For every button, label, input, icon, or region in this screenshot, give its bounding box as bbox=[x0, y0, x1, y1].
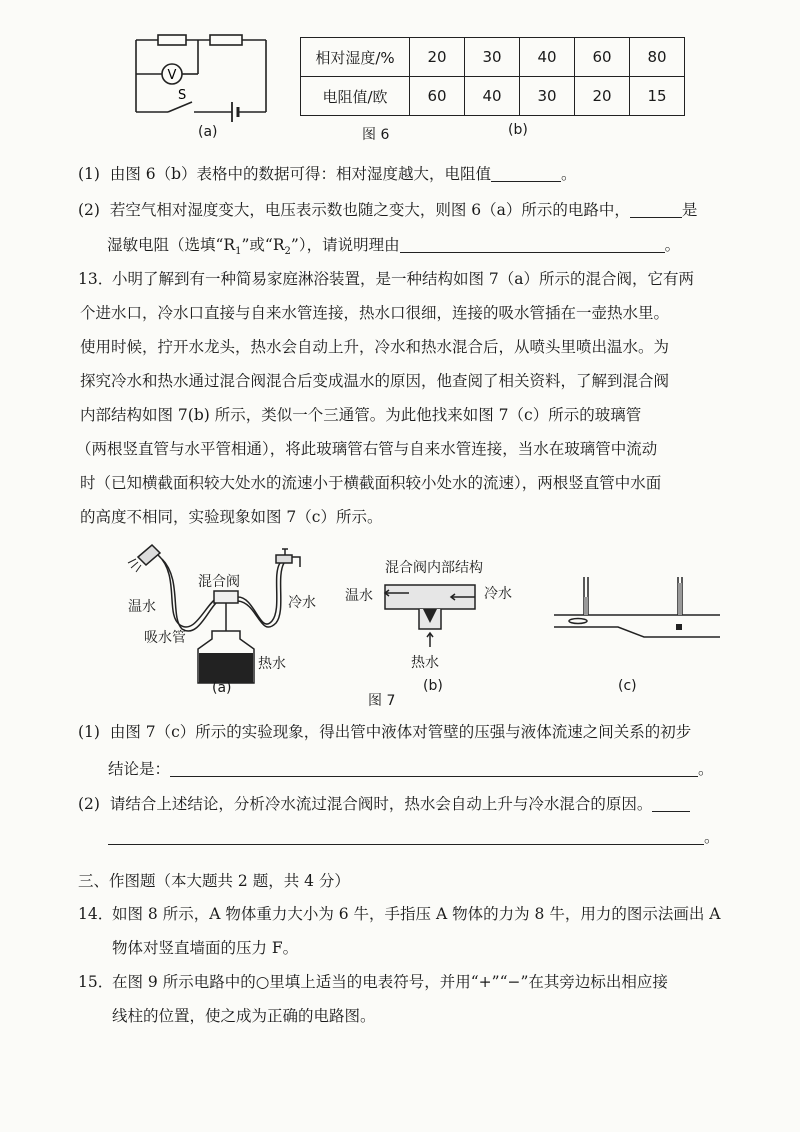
q15-line1: 在图 9 所示电路中的○里填上适当的电表符号，并用“+”“−”在其旁边标出相应接 bbox=[112, 973, 668, 991]
q15-line2: 线柱的位置，使之成为正确的电路图。 bbox=[112, 1007, 376, 1025]
q12-sub2-line2-b: ”或“R bbox=[241, 236, 285, 254]
q13-line: 使用时候，拧开水龙头，热水会自动上升，冷水和热水混合后，从喷头里喷出温水。为 bbox=[80, 338, 670, 356]
punct: 。 bbox=[698, 760, 714, 778]
section-3-heading: 三、作图题（本大题共 2 题，共 4 分） bbox=[78, 872, 350, 890]
humidity-resistance-table bbox=[300, 37, 685, 116]
fig7a-caption: (a) bbox=[212, 680, 232, 696]
q13-num: 13． bbox=[78, 270, 114, 288]
answer-blank[interactable] bbox=[652, 795, 690, 812]
table-cell: 30 bbox=[465, 38, 520, 77]
resistor-r2 bbox=[210, 35, 242, 45]
answer-blank[interactable] bbox=[108, 828, 704, 845]
fig7a-label-cold: 冷水 bbox=[288, 595, 316, 611]
punct: 。 bbox=[704, 828, 720, 846]
q13-sub1-line1 bbox=[78, 725, 691, 741]
q13-line: 的高度不相同，实验现象如图 7（c）所示。 bbox=[80, 508, 383, 526]
q13-sub2-num: (2) bbox=[78, 795, 100, 813]
figure-7c-glass-tube bbox=[548, 575, 728, 645]
q12-sub1-text: 由图 6（b）表格中的数据可得：相对湿度越大，电阻值 bbox=[109, 165, 492, 183]
table-cell: 30 bbox=[520, 77, 575, 116]
q13-sub2-line1 bbox=[78, 795, 690, 813]
switch-label: S bbox=[178, 88, 187, 103]
q13-sub1-prompt: 结论是： bbox=[108, 760, 171, 778]
subscript: 1 bbox=[235, 246, 242, 258]
q13-line: 小明了解到有一种简易家庭淋浴装置，是一种结构如图 7（a）所示的混合阀，它有两 bbox=[112, 270, 695, 288]
fig7b-title: 混合阀内部结构 bbox=[385, 560, 483, 576]
fig6a-caption: (a) bbox=[198, 124, 218, 140]
figure-7b-valve-structure bbox=[375, 575, 485, 650]
q12-sub2-text-b: 是 bbox=[681, 201, 698, 219]
q12-sub2-num: (2) bbox=[78, 201, 100, 219]
q12-sub1 bbox=[78, 165, 577, 183]
q13-line: 时（已知横截面积较大处水的流速小于横截面积较小处水的流速），两根竖直管中水面 bbox=[80, 474, 662, 492]
fig7a-label-warm: 温水 bbox=[128, 599, 156, 615]
fig6b-caption: (b) bbox=[508, 122, 528, 138]
fig7a-label-mix-valve: 混合阀 bbox=[198, 574, 240, 590]
q14-line2: 物体对竖直墙面的压力 F。 bbox=[112, 939, 299, 957]
q12-sub2-line2-a: 湿敏电阻（选填“R bbox=[107, 236, 236, 254]
q13-line: 个进水口，冷水口直接与自来水管连接，热水口很细，连接的吸水管插在一壶热水里。 bbox=[80, 304, 670, 322]
fig7a-label-hot: 热水 bbox=[258, 656, 286, 672]
figure-6a-circuit bbox=[128, 28, 278, 124]
answer-blank[interactable] bbox=[170, 760, 698, 777]
fig7a-label-suction: 吸水管 bbox=[144, 630, 186, 646]
switch-symbol bbox=[168, 102, 192, 112]
q15-num: 15． bbox=[78, 973, 114, 991]
table-cell: 40 bbox=[465, 77, 520, 116]
q13-sub2-line2 bbox=[108, 828, 720, 846]
answer-blank[interactable] bbox=[491, 165, 561, 182]
subscript: 2 bbox=[284, 246, 291, 258]
q14-num: 14． bbox=[78, 905, 114, 923]
fig7b-label-hot: 热水 bbox=[411, 655, 439, 671]
punct: 。 bbox=[561, 165, 577, 183]
q12-sub1-num: (1) bbox=[78, 165, 100, 183]
table-cell: 40 bbox=[520, 38, 575, 77]
q12-sub2-line1 bbox=[78, 201, 697, 219]
fig7-label: 图 7 bbox=[368, 693, 396, 709]
table-header-resistance: 电阻值/欧 bbox=[301, 77, 410, 116]
voltmeter-label: V bbox=[167, 68, 177, 83]
resistor-r1 bbox=[158, 35, 186, 45]
q13-line: 内部结构如图 7(b) 所示，类似一个三通管。为此他找来如图 7（c）所示的玻璃管 bbox=[80, 406, 642, 424]
table-row bbox=[301, 77, 685, 116]
q12-sub2-line2 bbox=[107, 236, 680, 257]
q13-line: 探究冷水和热水通过混合阀混合后变成温水的原因，他查阅了相关资料，了解到混合阀 bbox=[80, 372, 670, 390]
table-cell: 80 bbox=[630, 38, 685, 77]
answer-blank[interactable] bbox=[400, 236, 665, 253]
fig7b-label-warm: 温水 bbox=[345, 588, 373, 604]
q14-line1: 如图 8 所示，A 物体重力大小为 6 牛，手指压 A 物体的力为 8 牛，用力的图示法画出 A bbox=[112, 905, 721, 923]
q13-sub2-text: 请结合上述结论，分析冷水流过混合阀时，热水会自动上升与冷水混合的原因。 bbox=[109, 795, 653, 813]
table-cell: 20 bbox=[575, 77, 630, 116]
fig6-label: 图 6 bbox=[362, 127, 390, 143]
q13-sub1-text: 由图 7（c）所示的实验现象，得出管中液体对管壁的压强与液体流速之间关系的初步 bbox=[109, 723, 692, 741]
answer-blank[interactable] bbox=[630, 201, 682, 218]
table-cell: 15 bbox=[630, 77, 685, 116]
table-header-humidity: 相对湿度/% bbox=[301, 38, 410, 77]
q13-sub1-num: (1) bbox=[78, 723, 100, 741]
fig7b-caption: (b) bbox=[423, 678, 443, 694]
table-cell: 60 bbox=[575, 38, 630, 77]
punct: 。 bbox=[664, 236, 681, 254]
table-cell: 60 bbox=[410, 77, 465, 116]
fig7b-label-cold: 冷水 bbox=[484, 586, 512, 602]
q13-sub1-line2 bbox=[108, 760, 714, 778]
q13-line: （两根竖直管与水平管相通），将此玻璃管右管与自来水管连接，当水在玻璃管中流动 bbox=[76, 440, 658, 458]
q12-sub2-text: 若空气相对湿度变大，电压表示数也随之变大，则图 6（a）所示的电路中， bbox=[109, 201, 630, 219]
table-row bbox=[301, 38, 685, 77]
fig7c-caption: (c) bbox=[618, 678, 637, 694]
q12-sub2-line2-c: ”），请说明理由 bbox=[290, 236, 400, 254]
table-cell: 20 bbox=[410, 38, 465, 77]
